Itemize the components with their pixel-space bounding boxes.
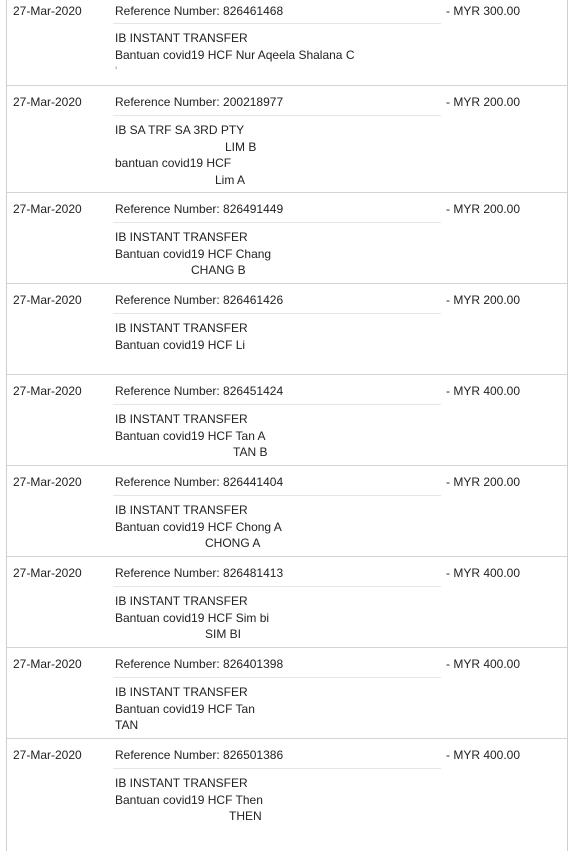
transaction-details — [115, 320, 248, 353]
transaction-description: Bantuan covid19 HCF Chang — [115, 246, 272, 261]
divider — [113, 115, 441, 116]
transaction-details — [115, 229, 271, 279]
transaction-amount: - MYR 200.00 — [446, 475, 521, 489]
transaction-description: Bantuan covid19 HCF Chong A — [115, 519, 282, 534]
beneficiary-name: Lim A — [215, 172, 246, 187]
transaction-row — [7, 284, 567, 375]
transaction-details — [115, 593, 269, 643]
transaction-amount: - MYR 200.00 — [446, 202, 521, 216]
transaction-type: IB INSTANT TRANSFER — [115, 412, 248, 426]
transaction-date: 27-Mar-2020 — [13, 384, 82, 398]
transaction-type: IB INSTANT TRANSFER — [115, 31, 248, 45]
transaction-row — [7, 193, 567, 284]
reference-number: Reference Number: 200218977 — [115, 95, 284, 109]
transaction-description: Bantuan covid19 HCF Tan — [115, 701, 255, 716]
beneficiary-name: CHANG B — [191, 263, 246, 277]
transaction-description: bantuan covid19 HCF — [115, 156, 232, 170]
reference-number: Reference Number: 826401398 — [115, 657, 284, 671]
reference-number: Reference Number: 826441404 — [115, 475, 284, 489]
transaction-type: IB INSTANT TRANSFER — [115, 230, 248, 244]
reference-number: Reference Number: 826481413 — [115, 566, 284, 580]
beneficiary-name: TAN — [115, 718, 139, 732]
beneficiary-name: TAN B — [233, 445, 268, 459]
transaction-row — [7, 557, 567, 648]
transaction-description: Bantuan covid19 HCF Nur Aqeela Shalana C — [115, 47, 355, 62]
transaction-description: Bantuan covid19 HCF Li — [115, 337, 246, 352]
transaction-date: 27-Mar-2020 — [13, 95, 82, 109]
beneficiary-name: THEN — [229, 809, 262, 823]
divider — [113, 404, 441, 405]
transaction-amount: - MYR 300.00 — [446, 4, 521, 18]
transaction-details — [115, 30, 354, 80]
transaction-description: Bantuan covid19 HCF Sim bi — [115, 610, 270, 625]
transaction-type: IB INSTANT TRANSFER — [115, 776, 248, 790]
transaction-date: 27-Mar-2020 — [13, 657, 82, 671]
transaction-amount: - MYR 400.00 — [446, 384, 521, 398]
beneficiary-name: CHONG A — [205, 536, 261, 550]
transaction-date: 27-Mar-2020 — [13, 4, 82, 18]
transaction-type: IB INSTANT TRANSFER — [115, 503, 248, 517]
divider — [113, 586, 441, 587]
transaction-amount: - MYR 200.00 — [446, 95, 521, 109]
transaction-row — [7, 86, 567, 193]
reference-number: Reference Number: 826501386 — [115, 748, 284, 762]
transaction-row — [7, 648, 567, 739]
divider — [113, 23, 441, 24]
divider — [113, 677, 441, 678]
transaction-row — [7, 0, 567, 86]
reference-number: Reference Number: 826451424 — [115, 384, 284, 398]
divider — [113, 768, 441, 769]
reference-number: Reference Number: 826461426 — [115, 293, 284, 307]
transaction-date: 27-Mar-2020 — [13, 475, 82, 489]
divider — [113, 495, 441, 496]
divider — [113, 222, 441, 223]
transaction-details — [115, 502, 282, 552]
divider — [113, 313, 441, 314]
transaction-list — [6, 0, 568, 851]
transaction-row — [7, 739, 567, 851]
transaction-details — [115, 684, 255, 734]
transaction-type: IB INSTANT TRANSFER — [115, 685, 248, 699]
transaction-date: 27-Mar-2020 — [13, 293, 82, 307]
transaction-date: 27-Mar-2020 — [13, 748, 82, 762]
transaction-description: Bantuan covid19 HCF Then — [115, 792, 263, 807]
transaction-details — [115, 775, 263, 825]
transaction-description: Bantuan covid19 HCF Tan A — [115, 428, 266, 443]
transaction-type: IB SA TRF SA 3RD PTY — [115, 123, 245, 137]
reference-number: Reference Number: 826491449 — [115, 202, 284, 216]
beneficiary-name: SIM BI — [205, 627, 242, 641]
transaction-details — [115, 411, 267, 461]
transaction-date: 27-Mar-2020 — [13, 202, 82, 216]
transaction-row — [7, 466, 567, 557]
beneficiary-name: LIM B — [225, 139, 257, 154]
transaction-row — [7, 375, 567, 466]
transaction-amount: - MYR 400.00 — [446, 566, 521, 580]
reference-number: Reference Number: 826461468 — [115, 4, 284, 18]
transaction-details — [115, 122, 256, 188]
beneficiary-name: ' — [115, 64, 118, 78]
transaction-amount: - MYR 400.00 — [446, 748, 521, 762]
transaction-type: IB INSTANT TRANSFER — [115, 321, 248, 335]
transaction-type: IB INSTANT TRANSFER — [115, 594, 248, 608]
transaction-amount: - MYR 200.00 — [446, 293, 521, 307]
transaction-amount: - MYR 400.00 — [446, 657, 521, 671]
transaction-date: 27-Mar-2020 — [13, 566, 82, 580]
